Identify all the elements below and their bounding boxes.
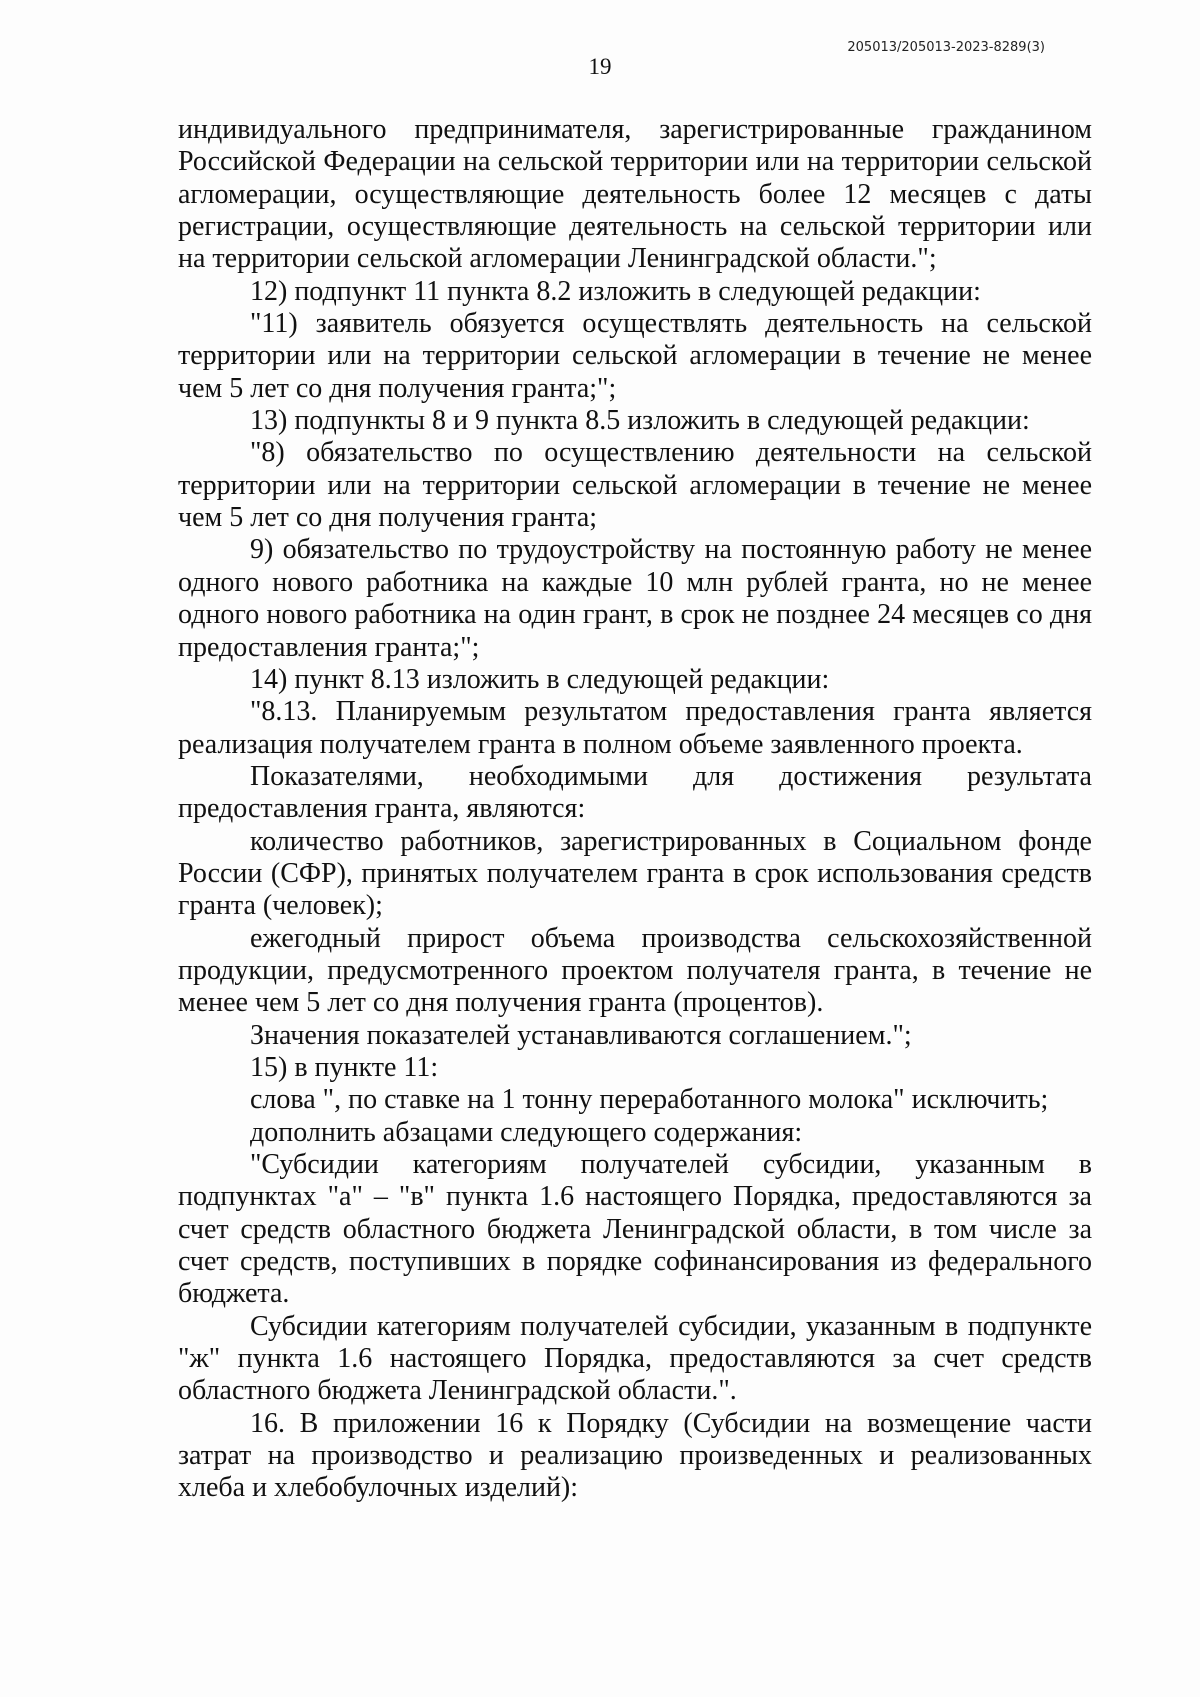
- paragraph: слова ", по ставке на 1 тонну переработанного молока" исключить;: [250, 1084, 1049, 1116]
- page-number: 19: [588, 54, 612, 79]
- paragraph: 15) в пункте 11:: [250, 1051, 439, 1083]
- paragraph: "Субсидии категориям получателей субсидии, указанным в подпунктах "а" – "в" пункта 1.6 настоящего Порядка, предоставляются за счет средств областного бюджета Ленинградской области, в том числе за счет средств, поступивших в порядке софинансирования из федерального бюджета.: [178, 1149, 1092, 1310]
- paragraph: ежегодный прирост объема производства сельскохозяйственной продукции, предусмотренного проектом получателя гранта, в течение не менее чем 5 лет со дня получения гранта (процентов).: [178, 922, 1092, 1019]
- paragraph: "8) обязательство по осуществлению деятельности на сельской территории или на территории сельской агломерации в течение не менее чем 5 лет со дня получения гранта;: [178, 437, 1092, 534]
- document-body: [178, 114, 1092, 1505]
- paragraph: "11) заявитель обязуется осуществлять деятельность на сельской территории или на территории сельской агломерации в течение не менее чем 5 лет со дня получения гранта;";: [178, 308, 1092, 404]
- paragraph: 12) подпункт 11 пункта 8.2 изложить в следующей редакции:: [250, 275, 981, 307]
- paragraph: Субсидии категориям получателей субсидии, указанным в подпункте "ж" пункта 1.6 настоящего Порядка, предоставляются за счет средств областного бюджета Ленинградской области.".: [178, 1310, 1092, 1407]
- paragraph: 9) обязательство по трудоустройству на постоянную работу не менее одного нового работника на каждые 10 млн рублей гранта, но не менее одного нового работника на один грант, в срок не позднее 24 месяцев со дня предоставления гранта;";: [178, 534, 1092, 663]
- paragraph: Значения показателей устанавливаются соглашением.";: [250, 1019, 912, 1051]
- paragraph: 14) пункт 8.13 изложить в следующей редакции:: [250, 663, 830, 695]
- document-id: 205013/205013-2023-8289(3): [847, 40, 1045, 55]
- paragraph: количество работников, зарегистрированных в Социальном фонде России (СФР), принятых получателем гранта в срок использования средств гранта (человек);: [178, 825, 1092, 922]
- paragraph: "8.13. Планируемым результатом предоставления гранта является реализация получателем гранта в полном объеме заявленного проекта.: [178, 696, 1092, 760]
- paragraph: индивидуального предпринимателя, зарегистрированные гражданином Российской Федерации на сельской территории или на территории сельской агломерации, осуществляющие деятельность более 12 месяцев с даты регистрации, осуществляющие деятельность на сельской территории или на территории сельской агломерации Ленинградской области.";: [178, 114, 1092, 275]
- paragraph: 16. В приложении 16 к Порядку (Субсидии на возмещение части затрат на производство и реализацию произведенных и реализованных хлеба и хлебобулочных изделий):: [178, 1407, 1092, 1504]
- paragraph: 13) подпункты 8 и 9 пункта 8.5 изложить в следующей редакции:: [250, 405, 1030, 437]
- paragraph: Показателями, необходимыми для достижения результата предоставления гранта, являются:: [178, 760, 1092, 825]
- paragraph: дополнить абзацами следующего содержания:: [250, 1116, 803, 1148]
